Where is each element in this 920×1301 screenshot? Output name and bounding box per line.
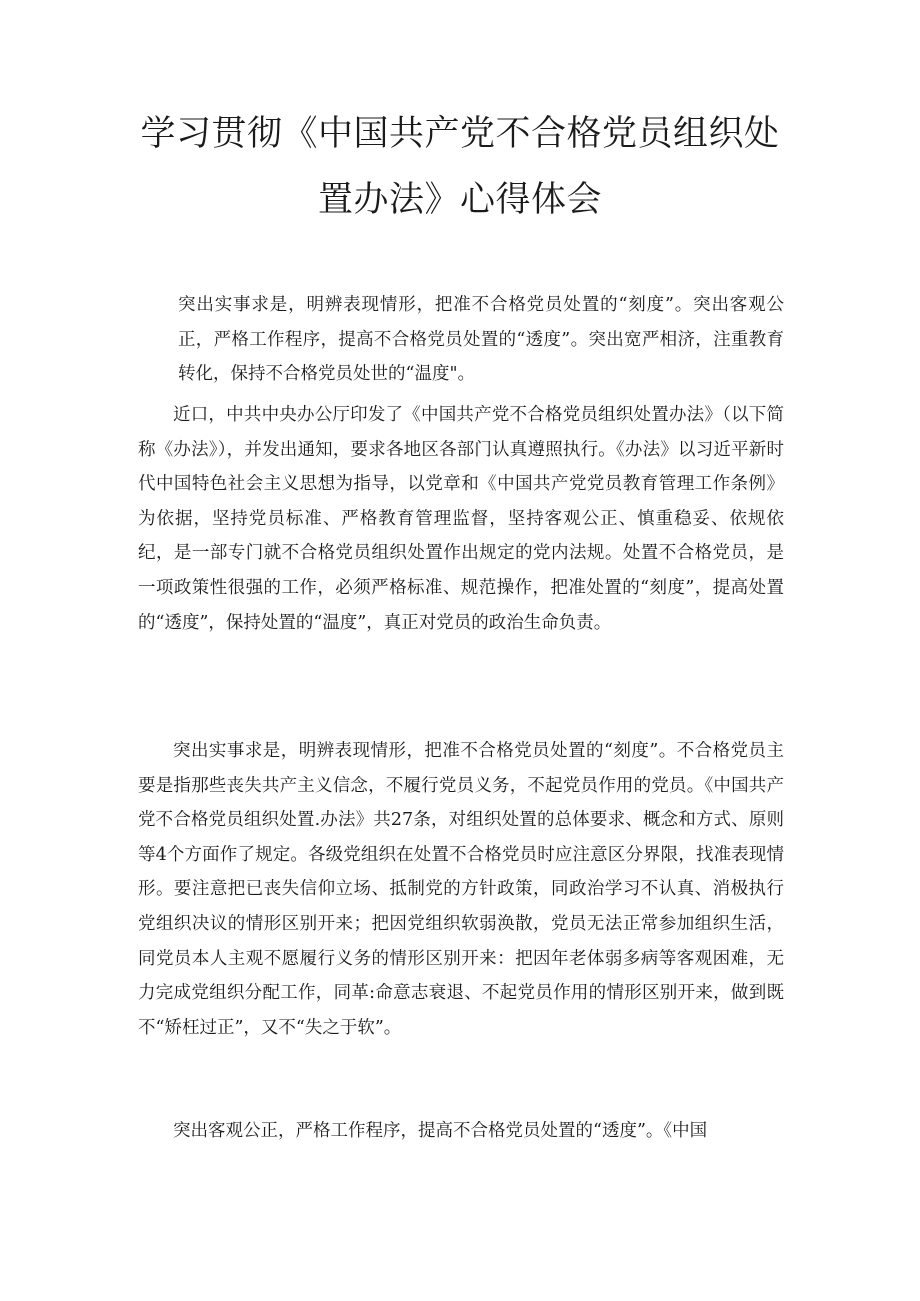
- body-paragraph-3: 突出客观公正，严格工作程序，提高不合格党员处置的“透度”。《中国: [173, 1121, 708, 1141]
- body-paragraph-2: 突出实事求是，明辨表现情形，把准不合格党员处置的“刻度”。不合格党员主要是指那些丧失共产主义信念，不履行党员义务，不起党员作用的党员。《中国共产党不合格党员组织处置.办法》共27条，对组织处置的总体要求、概念和方式、原则等4个方面作了规定。各级党组织在处置不合格党员时应注意区分界限，找准表现情形。要注意把已丧失信仰立场、抵制党的方针政策，同政治学习不认真、消极执行党组织决议的情形区别开来；把因党组织软弱涣散，党员无法正常参加组织生活，同党员本人主观不愿履行义务的情形区别开来：把因年老体弱多病等客观困难，无力完成党组织分配工作，同革:命意志衰退、不起党员作用的情形区别开来，做到既不“矫枉过正”，又不“失之于软”。: [138, 741, 784, 1038]
- document-title-line-2: 置办法》心得体会: [317, 180, 602, 220]
- body-paragraph-1: 近口，中共中央办公厅印发了《中国共产党不合格党员组织处置办法》（以下简称《办法》），并发出通知，要求各地区各部门认真遵照执行。《办法》以习近平新时代中国特色社会主义思想为指导，以党章和《中国共产党党员教育管理工作条例》为依据，坚持党员标准、严格教育管理监督，坚持客观公正、慎重稳妥、依规依纪，是一部专门就不合格党员组织处置作出规定的党内法规。处置不合格党员，是一项政策性很强的工作，必须严格标准、规范操作，把准处置的“刻度”，提高处置的“透度”，保持处置的“温度”，真正对党员的政治生命负责。: [138, 405, 784, 633]
- document-title-line-1: 学习贯彻《中国共产党不合格党员组织处: [140, 114, 780, 154]
- abstract-paragraph: 突出实事求是，明辨表现情形，把准不合格党员处置的“刻度”。突出客观公正，严格工作程序，提高不合格党员处置的“透度”。突出宽严相济，注重教育转化，保持不合格党员处世的“温度"。: [178, 295, 784, 385]
